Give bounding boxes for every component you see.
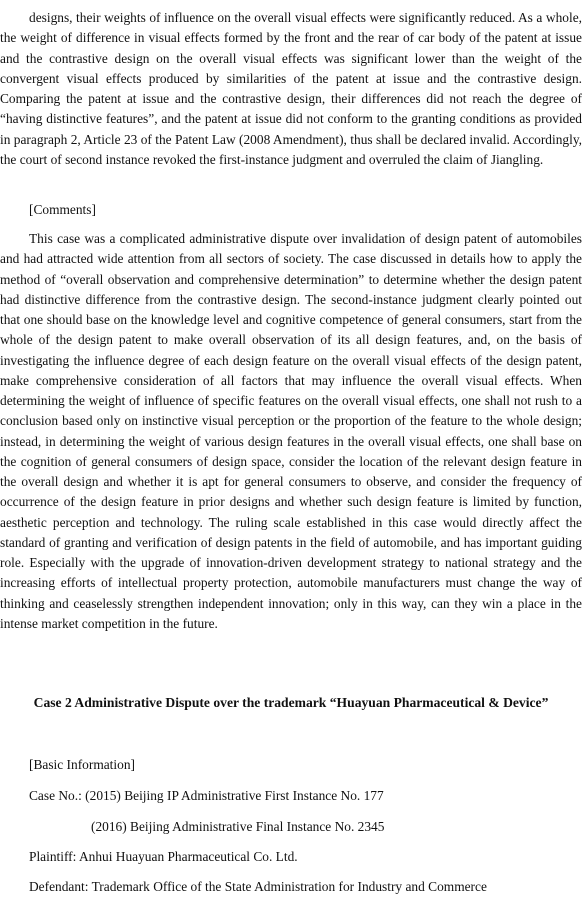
body-paragraph-comments: This case was a complicated administrative dispute over invalidation of design patent of automobiles and had attracted wide attention from all sectors of society. The case discussed in details how to apply the method of “overall observation and comprehensive determination” to determine whether the design patent had distinctive difference from the contrastive design. The second-instance judgment clearly pointed out that one should base on the knowledge level and cognitive competence of general consumers, start from the whole of the design patent to make overall observation of its all design features, and, on the basis of investigating the influence degree of each design feature on the overall visual effects of the design patent, make comprehensive consideration of all factors that may influence the overall visual effects. When determining the weight of influence of specific features on the overall visual effects, one shall not rush to a conclusion based only on instinctive visual perception or the proportion of the feature to the whole design; instead, in determining the weight of various design features in the overall visual effects, one shall base on the cognition of general consumers of design space, consider the location of the relevant design feature in the overall design and whether it is apt for general consumers to observe, and consider the frequency of occurrence of the design feature in prior designs and whether such design feature is limited by function, aesthetic perception and technology. The ruling scale established in this case would directly affect the standard of granting and verification of design patents in the field of automobile, and has important guiding role. Especially with the upgrade of innovation-driven development strategy to national strategy and the increasing efforts of intellectual property protection, automobile manufacturers must change the way of thinking and ceaselessly strengthen independent innovation; only in this way, can they win a place in the intense market competition in the future.	[0, 231, 582, 631]
comments-heading: [Comments]	[29, 202, 96, 217]
defendant-line: Defendant: Trademark Office of the State Administration for Industry and Commerce	[29, 879, 487, 894]
case-number-final-instance: (2016) Beijing Administrative Final Instance No. 2345	[91, 819, 385, 834]
body-paragraph-ruling: designs, their weights of influence on the overall visual effects were significantly reduced. As a whole, the weight of difference in visual effects formed by the front and the rear of car body of the patent at issue and the contrastive design on the overall visual effects was significant lower than the weight of the convergent visual effects produced by similarities of the patent at issue and the contrastive design. Comparing the patent at issue and the contrastive design, their differences did not reach the degree of “having distinctive features”, and the patent at issue did not conform to the granting conditions as provided in paragraph 2, Article 23 of the Patent Law (2008 Amendment), thus shall be declared invalid. Accordingly, the court of second instance revoked the first-instance judgment and overruled the claim of Jiangling.	[0, 10, 582, 167]
case-number-first-instance: Case No.: (2015) Beijing IP Administrative First Instance No. 177	[29, 788, 384, 803]
plaintiff-line: Plaintiff: Anhui Huayuan Pharmaceutical Co. Ltd.	[29, 849, 298, 864]
basic-information-heading: [Basic Information]	[29, 757, 135, 772]
case-title: Case 2 Administrative Dispute over the trademark “Huayuan Pharmaceutical & Device”	[33, 695, 549, 710]
